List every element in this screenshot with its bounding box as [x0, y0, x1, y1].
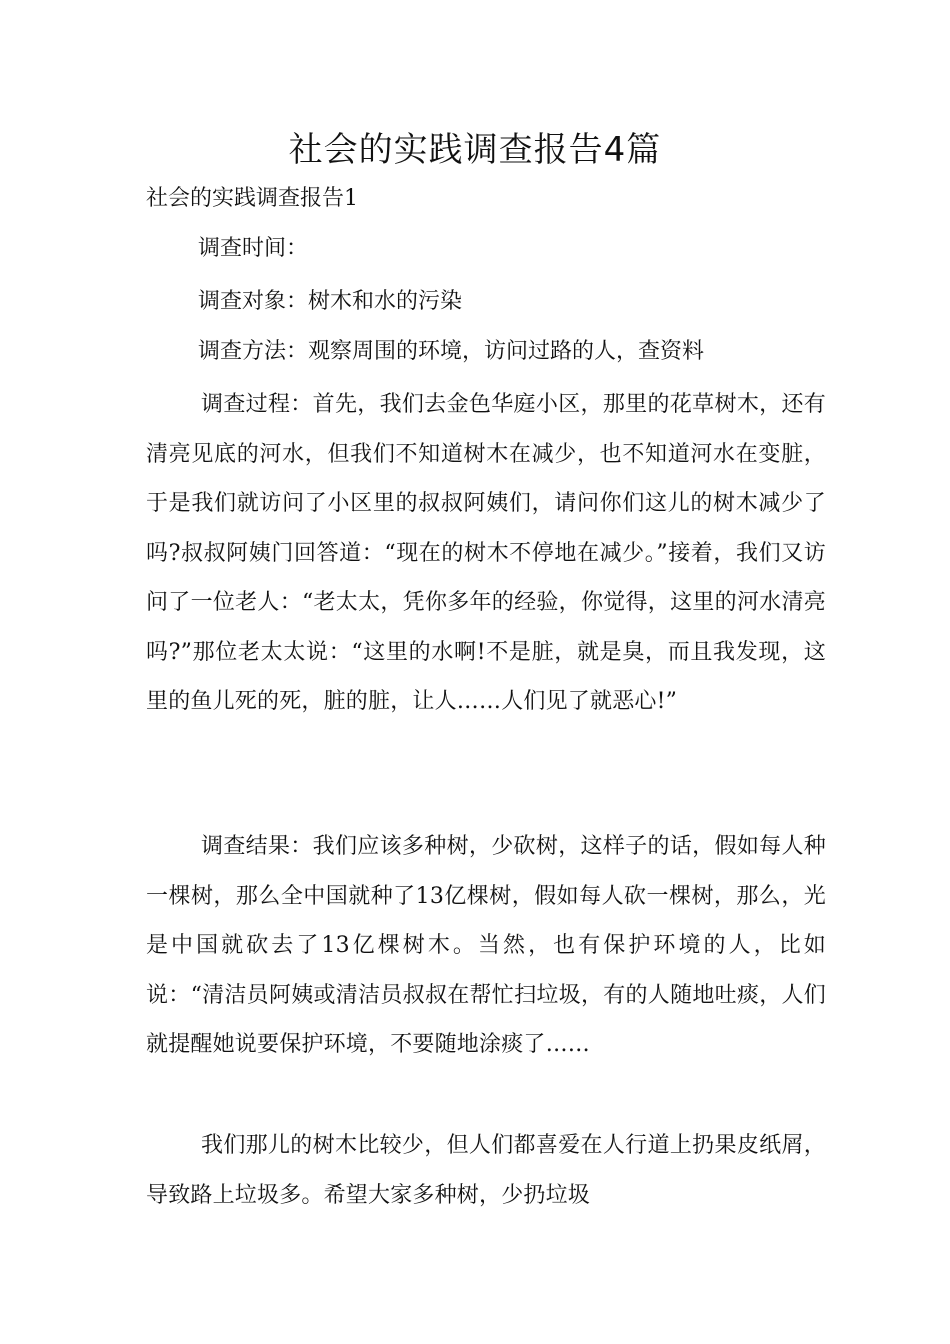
section-heading: 社会的实践调查报告1 — [146, 186, 358, 211]
survey-result-paragraph: 调查结果：我们应该多种树，少砍树，这样子的话，假如每人种一棵树，那么全中国就种了13亿棵树，假如每人砍一棵树，那么，光是中国就砍去了13亿棵树木。当然，也有保护环境的人，比如说：“清洁员阿姨或清洁员叔叔在帮忙扫垃圾，有的人随地吐痰，人们就提醒她说要保护环境，不要随地涂痰了…… — [146, 834, 826, 1057]
survey-process-paragraph: 调查过程：首先，我们去金色华庭小区，那里的花草树木，还有清亮见底的河水，但我们不知道树木在减少，也不知道河水在变脏，于是我们就访问了小区里的叔叔阿姨们，请问你们这儿的树木减少了吗?叔叔阿姨门回答道：“现在的树木不停地在减少。”接着，我们又访问了一位老人：“老太太，凭你多年的经验，你觉得，这里的河水清亮吗?”那位老太太说：“这里的水啊!不是脏，就是臭，而且我发现，这里的鱼儿死的死，脏的脏，让人……人们见了就恶心!” — [146, 392, 826, 714]
document-title: 社会的实践调查报告4篇 — [288, 130, 662, 170]
survey-method: 调查方法：观察周围的环境，访问过路的人，查资料 — [198, 339, 705, 364]
survey-time: 调查时间： — [198, 236, 309, 261]
survey-object: 调查对象：树木和水的污染 — [198, 289, 463, 314]
closing-paragraph: 我们那儿的树木比较少，但人们都喜爱在人行道上扔果皮纸屑，导致路上垃圾多。希望大家多种树，少扔垃圾 — [146, 1133, 826, 1208]
